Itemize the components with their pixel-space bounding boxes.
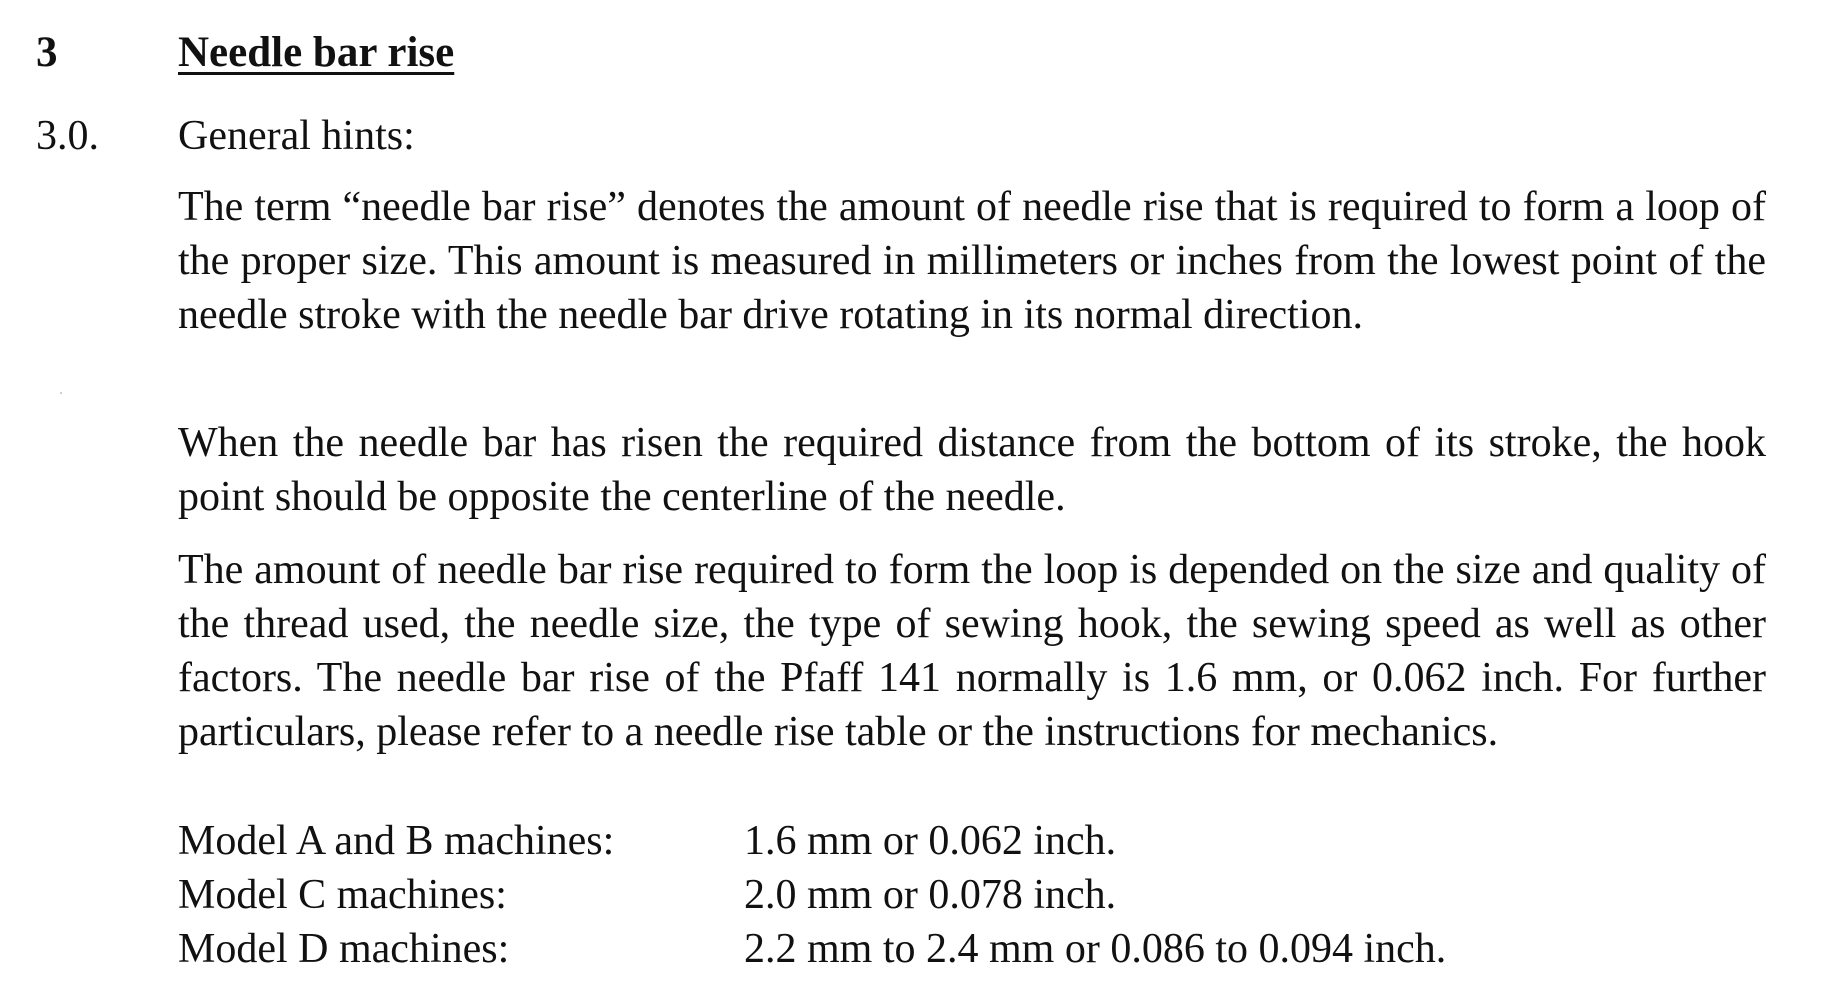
subsection-number: 3.0.	[36, 113, 99, 159]
spec-row-model-a-b	[178, 814, 1446, 868]
spec-model-label: Model D machines:	[178, 926, 510, 972]
spec-model-label: Model C machines:	[178, 872, 507, 918]
section-number: 3	[36, 29, 58, 76]
scan-speck	[60, 392, 62, 394]
spec-row-model-c	[178, 868, 1446, 922]
spec-row-model-d	[178, 922, 1446, 976]
spec-value: 2.0 mm or 0.078 inch.	[744, 872, 1117, 918]
spec-model-label: Model A and B machines:	[178, 818, 615, 864]
spec-value: 1.6 mm or 0.062 inch.	[744, 818, 1117, 864]
paragraph-hook-position: When the needle bar has risen the required distance from the bottom of its stroke, the hook point should be opposite the centerline of the needle.	[178, 420, 1766, 520]
paragraph-factors: The amount of needle bar rise required to form the loop is depended on the size and quality of the thread used, the needle size, the type of sewing hook, the sewing speed as well as other factors. The needle bar rise of the Pfaff 141 normally is 1.6 mm, or 0.062 inch. For further particulars, please refer to a needle rise table or the instructions for mechanics.	[178, 547, 1766, 755]
paragraph-definition: The term “needle bar rise” denotes the amount of needle rise that is required to form a loop of the proper size. This amount is measured in millimeters or inches from the lowest point of the needle stroke with the needle bar drive rotating in its normal direction.	[178, 184, 1766, 338]
needle-rise-spec-table	[178, 814, 1446, 976]
spec-value: 2.2 mm to 2.4 mm or 0.086 to 0.094 inch.	[744, 926, 1447, 972]
subsection-title: General hints:	[178, 113, 415, 159]
section-title: Needle bar rise	[178, 29, 455, 76]
